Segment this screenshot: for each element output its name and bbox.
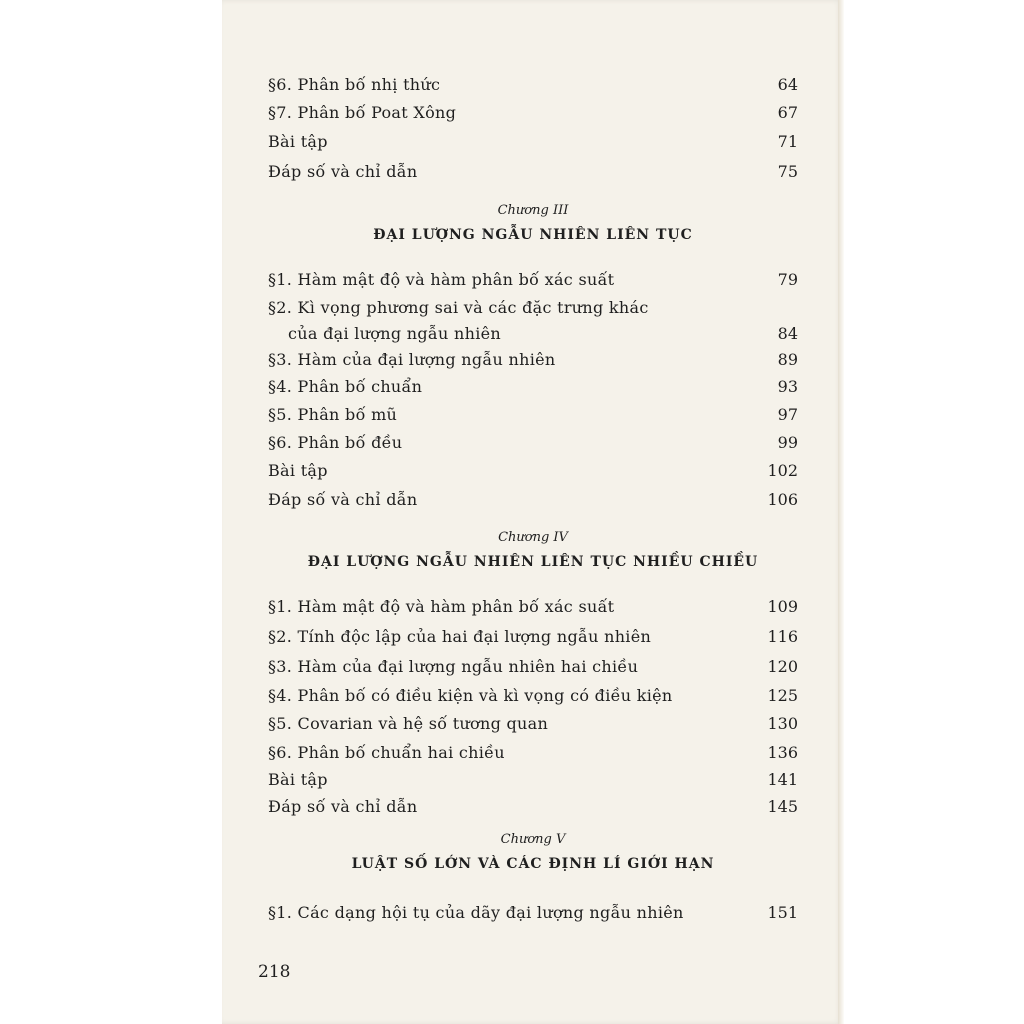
toc-entry [268, 627, 798, 653]
toc-entry-title: §3. Hàm của đại lượng ngẫu nhiên hai chiều [268, 657, 639, 676]
page-edge [838, 0, 844, 1024]
toc-entry-title: §2. Kì vọng phương sai và các đặc trưng khác [268, 298, 649, 317]
toc-entry-title: §1. Hàm mật độ và hàm phân bố xác suất [268, 597, 615, 616]
toc-entry [268, 405, 798, 431]
toc-entry-page: 84 [777, 324, 798, 343]
toc-entry-page: 79 [777, 270, 798, 289]
toc-entry-page: 130 [767, 714, 798, 733]
toc-entry-page: 141 [767, 770, 798, 789]
toc-entry [268, 797, 798, 823]
chapter-title: ĐẠI LƯỢNG NGẪU NHIÊN LIÊN TỤC [373, 227, 693, 243]
toc-entry [268, 714, 798, 740]
toc-entry-page: 102 [767, 461, 798, 480]
page-number: 218 [258, 962, 291, 982]
toc-entry [268, 103, 798, 129]
toc-entry [268, 433, 798, 459]
toc-entry-title: Đáp số và chỉ dẫn [268, 162, 418, 181]
chapter-label: Chương IV [498, 530, 568, 545]
toc-entry-title: §7. Phân bố Poat Xông [268, 103, 457, 122]
toc-entry-page: 120 [767, 657, 798, 676]
toc-entry [268, 686, 798, 712]
toc-entry-page: 106 [767, 490, 798, 509]
toc-entry [268, 162, 798, 188]
toc-entry-title: §4. Phân bố chuẩn [268, 377, 423, 396]
toc-entry [268, 657, 798, 683]
toc-entry-title: Bài tập [268, 770, 328, 789]
toc-entry [268, 461, 798, 487]
toc-entry-page: 125 [767, 686, 798, 705]
toc-entry [268, 132, 798, 158]
toc-entry-page: 89 [777, 350, 798, 369]
toc-entry-title: §1. Các dạng hội tụ của dãy đại lượng ngẫu nhiên [268, 903, 684, 922]
toc-entry-title: §6. Phân bố đều [268, 433, 403, 452]
toc-entry [268, 770, 798, 796]
chapter-title: ĐẠI LƯỢNG NGẪU NHIÊN LIÊN TỤC NHIỀU CHIỀU [307, 554, 759, 570]
toc-entry-page: 67 [777, 103, 798, 122]
toc-entry-title: §4. Phân bố có điều kiện và kì vọng có điều kiện [268, 686, 673, 705]
toc-entry [268, 597, 798, 623]
toc-entry-page: 93 [777, 377, 798, 396]
toc-entry [268, 298, 798, 352]
toc-entry [268, 75, 798, 101]
toc-entry [268, 490, 798, 516]
toc-entry-page: 99 [777, 433, 798, 452]
toc-entry-title: §2. Tính độc lập của hai đại lượng ngẫu nhiên [268, 627, 652, 646]
toc-entry-page: 136 [767, 743, 798, 762]
toc-entry-title: §1. Hàm mật độ và hàm phân bố xác suất [268, 270, 615, 289]
toc-entry-title: Đáp số và chỉ dẫn [268, 797, 418, 816]
toc-entry-title: §6. Phân bố nhị thức [268, 75, 441, 94]
toc-entry-page: 116 [767, 627, 798, 646]
toc-entry-page: 109 [767, 597, 798, 616]
toc-entry [268, 743, 798, 769]
toc-entry-title: Bài tập [268, 132, 328, 151]
toc-entry-page: 64 [777, 75, 798, 94]
toc-entry-page: 71 [777, 132, 798, 151]
toc-entry-page: 75 [777, 162, 798, 181]
toc-entry-title: §3. Hàm của đại lượng ngẫu nhiên [268, 350, 556, 369]
toc-entry-title: Đáp số và chỉ dẫn [268, 490, 418, 509]
chapter-label: Chương III [497, 203, 569, 218]
toc-entry-title-continued: của đại lượng ngẫu nhiên [288, 324, 502, 343]
chapter-label: Chương V [500, 832, 566, 847]
toc-entry-page: 151 [767, 903, 798, 922]
toc-entry-page: 145 [767, 797, 798, 816]
toc-entry-page: 97 [777, 405, 798, 424]
toc-entry-title: §6. Phân bố chuẩn hai chiều [268, 743, 505, 762]
toc-entry [268, 350, 798, 376]
toc-entry-title: §5. Covarian và hệ số tương quan [268, 714, 549, 733]
toc-entry-title: Bài tập [268, 461, 328, 480]
toc-entry-title: §5. Phân bố mũ [268, 405, 398, 424]
toc-entry [268, 377, 798, 403]
toc-entry [268, 270, 798, 296]
toc-entry [268, 903, 798, 929]
chapter-title: LUẬT SỐ LỚN VÀ CÁC ĐỊNH LÍ GIỚI HẠN [351, 856, 715, 872]
